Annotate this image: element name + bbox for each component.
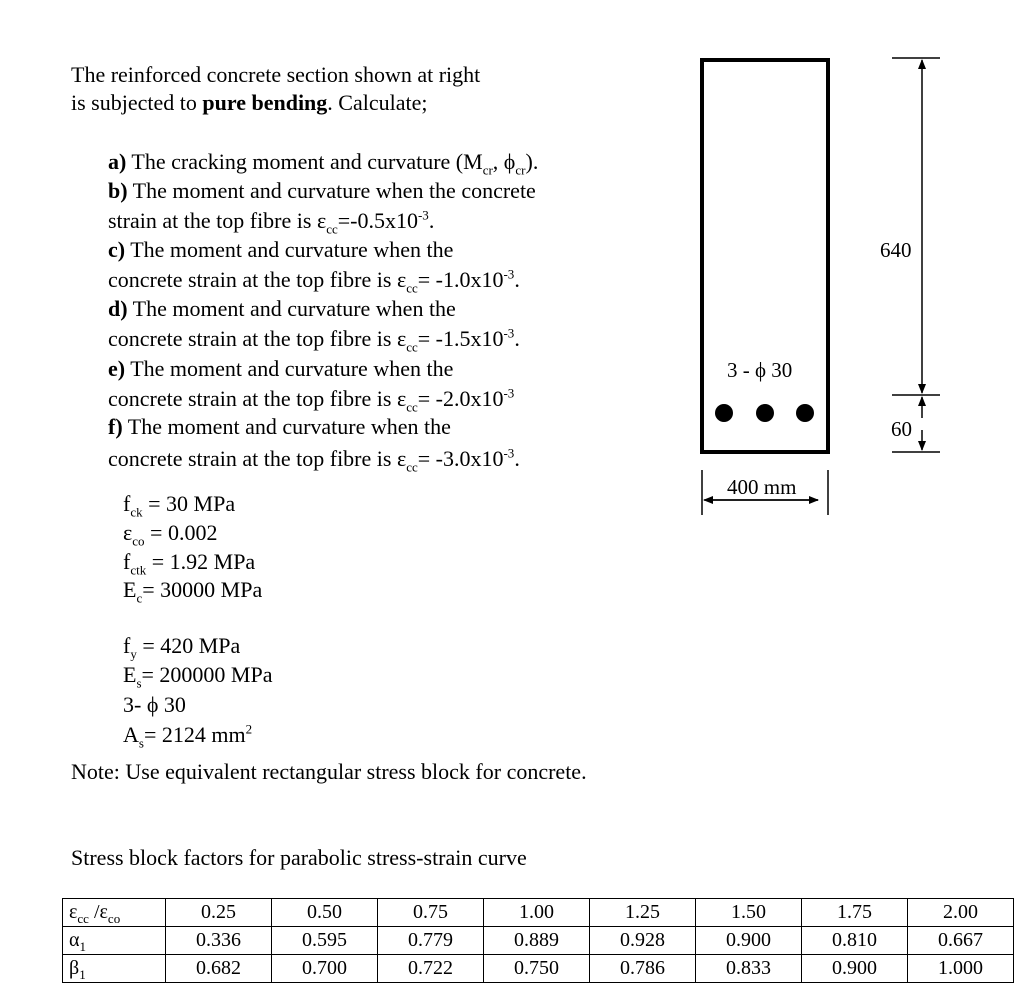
table-cell: 0.722 <box>378 955 484 983</box>
table-cell: 0.25 <box>166 899 272 927</box>
cover-label: 60 <box>891 417 912 441</box>
ec-value: $E_c= 30000$ MPa <box>123 577 263 606</box>
table-cell: 1.00 <box>484 899 590 927</box>
table-cell: 0.700 <box>272 955 378 983</box>
table-cell: 0.810 <box>802 927 908 955</box>
table-cell: 0.900 <box>802 955 908 983</box>
fctk-value: $f_{ctk} = 1.92$ MPa <box>123 549 256 578</box>
beta-header: $\beta_1$ <box>63 955 166 983</box>
rebar-dot <box>715 404 733 422</box>
table-cell: 1.75 <box>802 899 908 927</box>
ratio-header: $\varepsilon_{cc}$ $/\varepsilon_{co}$ <box>63 899 166 927</box>
table-cell: 1.000 <box>908 955 1014 983</box>
table-cell: 0.786 <box>590 955 696 983</box>
width-label: 400 mm <box>727 475 797 499</box>
intro-line-2: is subjected to pure bending. Calculate; <box>71 90 428 115</box>
table-row <box>63 899 1014 927</box>
rebar-dot <box>796 404 814 422</box>
table-row <box>63 927 1014 955</box>
table-cell: 0.833 <box>696 955 802 983</box>
bars-value: 3- ϕ 30 <box>123 692 186 717</box>
es-value: $E_s= 200000$ MPa <box>123 662 273 691</box>
table-cell: 0.595 <box>272 927 378 955</box>
item-c-line-1: c) The moment and curvature when the <box>108 237 454 262</box>
table-cell: 2.00 <box>908 899 1014 927</box>
table-cell: 1.50 <box>696 899 802 927</box>
table-cell: 0.75 <box>378 899 484 927</box>
table-cell: 1.25 <box>590 899 696 927</box>
item-b-line-1: b) The moment and curvature when the concrete <box>108 178 536 203</box>
item-d-line-1: d) The moment and curvature when the <box>108 296 456 321</box>
table-cell: 0.336 <box>166 927 272 955</box>
alpha-header: $\alpha_1$ <box>63 927 166 955</box>
item-a: a) The cracking moment and curvature ($M_{cr}$, $\phi_{cr}$). <box>108 149 539 178</box>
item-f-line-1: f) The moment and curvature when the <box>108 414 451 439</box>
table-cell: 0.667 <box>908 927 1014 955</box>
depth-label: 640 <box>880 238 912 262</box>
item-d-line-2: concrete strain at the top fibre is $\varepsilon_{cc}= -1.5x10^{-3}$. <box>108 325 520 355</box>
fy-value: $f_y = 420$ MPa <box>123 633 241 662</box>
table-cell: 0.682 <box>166 955 272 983</box>
item-e-line-1: e) The moment and curvature when the <box>108 356 454 381</box>
section-outline <box>702 60 828 452</box>
item-c-line-2: concrete strain at the top fibre is $\varepsilon_{cc}= -1.0x10^{-3}$. <box>108 266 520 296</box>
table-cell: 0.900 <box>696 927 802 955</box>
table-cell: 0.928 <box>590 927 696 955</box>
item-e-line-2: concrete strain at the top fibre is $\varepsilon_{cc}= -2.0x10^{-3}$ <box>108 385 515 415</box>
rebar-dot <box>756 404 774 422</box>
table-cell: 0.750 <box>484 955 590 983</box>
intro-line-1: The reinforced concrete section shown at right <box>71 62 481 87</box>
table-cell: 0.50 <box>272 899 378 927</box>
stress-block-table <box>62 898 1014 983</box>
fck-value: $f_{ck} = 30$ MPa <box>123 491 236 520</box>
bars-label: 3 - ϕ 30 <box>727 358 793 382</box>
table-cell: 0.889 <box>484 927 590 955</box>
item-b-line-2: strain at the top fibre is $\varepsilon_{cc}=-0.5x10^{-3}$. <box>108 207 435 237</box>
item-f-line-2: concrete strain at the top fibre is $\varepsilon_{cc}= -3.0x10^{-3}$. <box>108 445 520 475</box>
eco-value: $\varepsilon_{co} = 0.002$ <box>123 520 218 549</box>
note: Note: Use equivalent rectangular stress block for concrete. <box>71 759 587 784</box>
table-title: Stress block factors for parabolic stress-strain curve <box>71 845 527 870</box>
table-row <box>63 955 1014 983</box>
as-value: $A_s= 2124$ $mm^2$ <box>123 721 253 751</box>
table-cell: 0.779 <box>378 927 484 955</box>
